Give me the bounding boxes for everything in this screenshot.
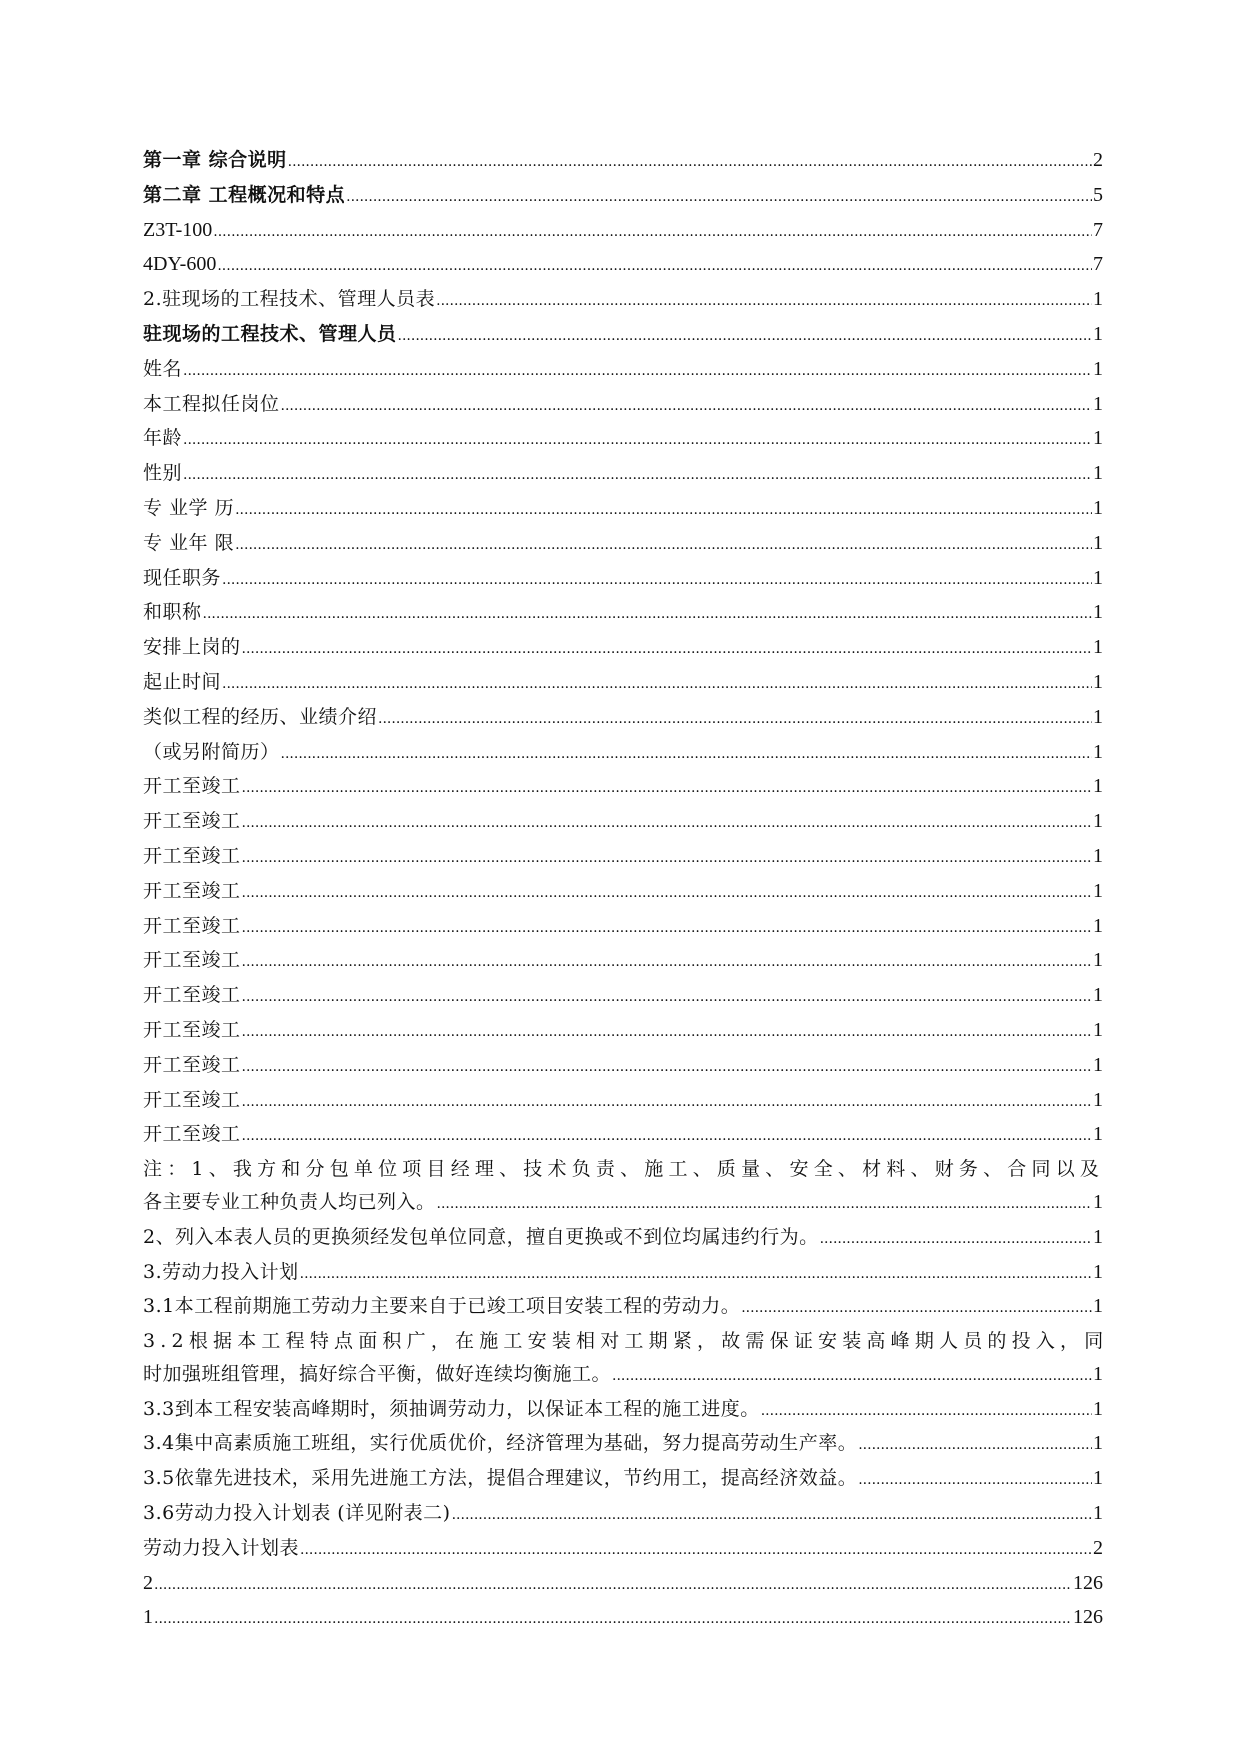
toc-page-number: 1 <box>1093 705 1103 728</box>
dot-leader <box>235 492 1092 527</box>
toc-line <box>143 701 1103 736</box>
dot-leader <box>346 179 1092 214</box>
toc-page-number: 1 <box>1093 462 1103 485</box>
toc-entry[interactable] <box>143 1497 1103 1532</box>
dot-leader <box>452 1497 1092 1532</box>
toc-entry-title: 安排上岗的 <box>143 636 241 659</box>
toc-page-number: 1 <box>1093 288 1103 311</box>
toc-entry[interactable] <box>143 1325 1109 1393</box>
toc-page-number: 1 <box>1093 427 1103 450</box>
dot-leader <box>281 388 1092 423</box>
toc-page-number: 1 <box>1093 392 1103 415</box>
toc-entry[interactable] <box>143 631 1103 666</box>
toc-entry-title: 现任职务 <box>143 566 222 589</box>
toc-entry[interactable] <box>143 318 1103 353</box>
toc-page-number: 1 <box>1093 1018 1103 1041</box>
dot-leader <box>288 144 1092 179</box>
dot-leader <box>281 736 1092 771</box>
toc-page-number: 1 <box>1093 1502 1103 1525</box>
dot-leader <box>183 457 1092 492</box>
toc-page-number: 1 <box>1093 949 1103 972</box>
toc-page-number: 1 <box>1093 914 1103 937</box>
toc-page-number: 1 <box>1093 1260 1103 1283</box>
toc-entry[interactable] <box>143 283 1103 318</box>
toc-line <box>143 736 1103 771</box>
toc-page-number: 1 <box>1093 810 1103 833</box>
dot-leader <box>741 1290 1092 1325</box>
toc-line <box>143 1358 1103 1393</box>
toc-entry-title: 类似工程的经历、业绩介绍 <box>143 705 378 728</box>
toc-entry-title: 第一章 综合说明 <box>143 149 287 171</box>
toc-page-number: 1 <box>1093 879 1103 902</box>
dot-leader <box>612 1358 1092 1393</box>
toc-entry[interactable] <box>143 701 1103 736</box>
dot-leader <box>217 248 1092 283</box>
toc-entry[interactable] <box>143 214 1103 249</box>
toc-line <box>143 910 1103 945</box>
toc-page-number: 1 <box>1093 496 1103 519</box>
toc-line <box>143 492 1103 527</box>
dot-leader <box>761 1393 1092 1428</box>
dot-leader <box>378 701 1092 736</box>
dot-leader <box>242 1049 1092 1084</box>
toc-entry[interactable] <box>143 1153 1103 1221</box>
dot-leader <box>242 770 1092 805</box>
toc-entry-title: 开工至竣工 <box>143 949 241 972</box>
dot-leader <box>242 875 1092 910</box>
toc-entry-title: 2.驻现场的工程技术、管理人员表 <box>143 288 436 311</box>
toc-entry-title: 和职称 <box>143 601 202 624</box>
toc-entry-title: 开工至竣工 <box>143 1123 241 1146</box>
toc-entry-title: 第二章 工程概况和特点 <box>143 183 346 206</box>
toc-line <box>143 248 1103 283</box>
toc-entry[interactable] <box>143 492 1103 527</box>
toc-line <box>143 805 1103 840</box>
toc-page-number: 1 <box>1093 984 1103 1007</box>
toc-entry[interactable] <box>143 144 1103 179</box>
dot-leader <box>242 805 1092 840</box>
toc-entry[interactable] <box>143 1290 1103 1325</box>
dot-leader <box>437 1186 1092 1221</box>
toc-page-number: 1 <box>1093 1432 1103 1455</box>
toc-page-number: 126 <box>1073 1571 1103 1594</box>
toc-entry-title: 3.4集中高素质施工班组，实行优质优价，经济管理为基础，努力提高劳动生产率。 <box>143 1432 858 1455</box>
toc-entry-title: 开工至竣工 <box>143 844 241 867</box>
toc-entry[interactable] <box>143 1221 1103 1256</box>
dot-leader <box>858 1427 1092 1462</box>
toc-entry-title: 开工至竣工 <box>143 914 241 937</box>
toc-line <box>143 283 1103 318</box>
toc-entry[interactable] <box>143 736 1103 771</box>
toc-line <box>143 179 1103 214</box>
toc-entry-title: 各主要专业工种负责人均已列入。 <box>143 1190 436 1213</box>
toc-entry-title: 开工至竣工 <box>143 775 241 798</box>
toc-entry-first-line: 3.2根据本工程特点面积广，在施工安装相对工期紧，故需保证安装高峰期人员的投入，同 <box>143 1330 1109 1353</box>
toc-page-number: 1 <box>1093 357 1103 380</box>
toc-entry-title: 3.5依靠先进技术，采用先进施工方法，提倡合理建议，节约用工，提高经济效益。 <box>143 1467 858 1490</box>
toc-entry[interactable] <box>143 1118 1103 1153</box>
toc-line <box>143 631 1103 666</box>
toc-line <box>143 979 1103 1014</box>
toc-entry-title: 开工至竣工 <box>143 1018 241 1041</box>
toc-entry[interactable] <box>143 1049 1103 1084</box>
toc-line <box>143 1427 1103 1462</box>
toc-page-number: 1 <box>1093 670 1103 693</box>
toc-line <box>143 1290 1103 1325</box>
toc-entry[interactable] <box>143 979 1103 1014</box>
toc-entry-title: 3.劳动力投入计划 <box>143 1260 299 1283</box>
toc-entry-title: 开工至竣工 <box>143 1053 241 1076</box>
toc-page-number: 1 <box>1093 1295 1103 1318</box>
toc-entry[interactable] <box>143 1567 1103 1602</box>
toc-line <box>143 1462 1103 1497</box>
toc-page-number: 2 <box>1093 149 1103 171</box>
dot-leader <box>300 1532 1092 1567</box>
toc-entry[interactable] <box>143 562 1103 597</box>
toc-entry[interactable] <box>143 596 1103 631</box>
toc-page-number: 1 <box>1093 775 1103 798</box>
toc-line <box>143 1084 1103 1119</box>
toc-entry-title: 开工至竣工 <box>143 984 241 1007</box>
toc-entry[interactable] <box>143 527 1103 562</box>
toc-entry[interactable] <box>143 1256 1103 1291</box>
toc-page-number: 7 <box>1093 253 1103 276</box>
toc-line <box>143 388 1103 423</box>
toc-entry-title: Z3T-100 <box>143 218 213 241</box>
dot-leader <box>398 318 1092 353</box>
toc-line <box>143 875 1103 910</box>
dot-leader <box>183 353 1092 388</box>
toc-line <box>143 944 1103 979</box>
toc-line <box>143 770 1103 805</box>
toc-line <box>143 840 1103 875</box>
dot-leader <box>203 596 1092 631</box>
toc-page-number: 126 <box>1073 1606 1103 1629</box>
toc-entry-title: 驻现场的工程技术、管理人员 <box>143 322 397 345</box>
toc-entry-title: 专 业年 限 <box>143 531 235 554</box>
toc-entry[interactable] <box>143 1462 1103 1497</box>
toc-line <box>143 1256 1103 1291</box>
dot-leader <box>222 562 1092 597</box>
toc-entry[interactable] <box>143 248 1103 283</box>
toc-line <box>143 1049 1103 1084</box>
toc-line <box>143 1186 1103 1221</box>
toc-page-number: 1 <box>1093 1123 1103 1146</box>
toc-entry-title: 1 <box>143 1606 153 1629</box>
toc-entry-title: 3.1本工程前期施工劳动力主要来自于已竣工项目安装工程的劳动力。 <box>143 1295 741 1318</box>
toc-line <box>143 1393 1103 1428</box>
dot-leader <box>154 1601 1072 1636</box>
toc-line <box>143 457 1103 492</box>
dot-leader <box>242 979 1092 1014</box>
dot-leader <box>242 944 1092 979</box>
toc-line <box>143 214 1103 249</box>
toc-line <box>143 527 1103 562</box>
toc-line <box>143 422 1103 457</box>
toc-line <box>143 562 1103 597</box>
toc-entry[interactable] <box>143 1532 1103 1567</box>
toc-line <box>143 1014 1103 1049</box>
toc-line <box>143 1532 1103 1567</box>
toc-page-number: 5 <box>1093 183 1103 206</box>
toc-line <box>143 1497 1103 1532</box>
toc-line <box>143 1221 1103 1256</box>
dot-leader <box>858 1462 1092 1497</box>
toc-entry-title: 劳动力投入计划表 <box>143 1536 300 1559</box>
dot-leader <box>213 214 1092 249</box>
toc-entry[interactable] <box>143 1393 1103 1428</box>
toc-page-number: 1 <box>1093 531 1103 554</box>
toc-entry-title: 开工至竣工 <box>143 879 241 902</box>
toc-page-number: 1 <box>1093 1190 1103 1213</box>
toc-entry-title: 性别 <box>143 462 183 485</box>
toc-entry-title: 开工至竣工 <box>143 810 241 833</box>
toc-entry[interactable] <box>143 179 1103 214</box>
toc-entry-title: 2、列入本表人员的更换须经发包单位同意，擅自更换或不到位均属违约行为。 <box>143 1225 819 1248</box>
toc-entry-title: 年龄 <box>143 427 183 450</box>
dot-leader <box>300 1256 1092 1291</box>
toc-page-number: 1 <box>1093 1397 1103 1420</box>
toc-page-number: 1 <box>1093 1467 1103 1490</box>
toc-entry-title: 开工至竣工 <box>143 1088 241 1111</box>
toc-entry-title: 专 业学 历 <box>143 496 235 519</box>
toc-line <box>143 596 1103 631</box>
toc-page-number: 1 <box>1093 636 1103 659</box>
dot-leader <box>242 840 1092 875</box>
toc-entry-title: 起止时间 <box>143 670 222 693</box>
toc-entry-title: 4DY-600 <box>143 253 217 276</box>
toc-page-number: 1 <box>1093 1225 1103 1248</box>
toc-page-number: 1 <box>1093 566 1103 589</box>
toc-entry[interactable] <box>143 666 1103 701</box>
dot-leader <box>235 527 1092 562</box>
toc-page-number: 1 <box>1093 844 1103 867</box>
toc-line <box>143 666 1103 701</box>
toc-entry[interactable] <box>143 944 1103 979</box>
toc-line <box>143 353 1103 388</box>
dot-leader <box>242 1118 1092 1153</box>
dot-leader <box>820 1221 1092 1256</box>
toc-line <box>143 1567 1103 1602</box>
toc-entry-title: 3.6劳动力投入计划表 (详见附表二) <box>143 1502 451 1525</box>
toc-entry[interactable] <box>143 1427 1103 1462</box>
toc-entry[interactable] <box>143 388 1103 423</box>
toc-page-number: 1 <box>1093 322 1103 345</box>
toc-entry-title: 时加强班组管理，搞好综合平衡，做好连续均衡施工。 <box>143 1362 612 1385</box>
dot-leader <box>183 422 1092 457</box>
toc-entry-title: 本工程拟任岗位 <box>143 392 280 415</box>
toc-entry[interactable] <box>143 840 1103 875</box>
toc-page-number: 1 <box>1093 1088 1103 1111</box>
dot-leader <box>154 1567 1072 1602</box>
toc-line <box>143 1601 1103 1636</box>
toc-page-number: 1 <box>1093 601 1103 624</box>
toc-entry[interactable] <box>143 875 1103 910</box>
dot-leader <box>242 1084 1092 1119</box>
toc-entry-title: 姓名 <box>143 357 183 380</box>
toc-page-number: 1 <box>1093 1362 1103 1385</box>
toc-line <box>143 1118 1103 1153</box>
toc-entry-title: （或另附简历） <box>143 740 280 763</box>
toc-entry[interactable] <box>143 1014 1103 1049</box>
toc-entry[interactable] <box>143 770 1103 805</box>
toc-line <box>143 144 1103 179</box>
toc-entry-title: 3.3到本工程安装高峰期时，须抽调劳动力，以保证本工程的施工进度。 <box>143 1397 760 1420</box>
toc-entry[interactable] <box>143 805 1103 840</box>
dot-leader <box>242 1014 1092 1049</box>
toc-entry-first-line: 注：1、我方和分包单位项目经理、技术负责、施工、质量、安全、材料、财务、合同以及 <box>143 1158 1105 1181</box>
toc-entry[interactable] <box>143 457 1103 492</box>
toc-entry[interactable] <box>143 1084 1103 1119</box>
toc-page-number: 2 <box>1093 1536 1103 1559</box>
dot-leader <box>436 283 1092 318</box>
toc-entry[interactable] <box>143 910 1103 945</box>
toc-entry[interactable] <box>143 1601 1103 1636</box>
toc-page-number: 7 <box>1093 218 1103 241</box>
dot-leader <box>242 631 1092 666</box>
toc-page-number: 1 <box>1093 1053 1103 1076</box>
dot-leader <box>242 910 1092 945</box>
toc-entry-title: 2 <box>143 1571 153 1594</box>
toc-line <box>143 318 1103 353</box>
toc-entry[interactable] <box>143 353 1103 388</box>
table-of-contents <box>143 144 1109 1636</box>
toc-page-number: 1 <box>1093 740 1103 763</box>
dot-leader <box>222 666 1092 701</box>
toc-entry[interactable] <box>143 422 1103 457</box>
